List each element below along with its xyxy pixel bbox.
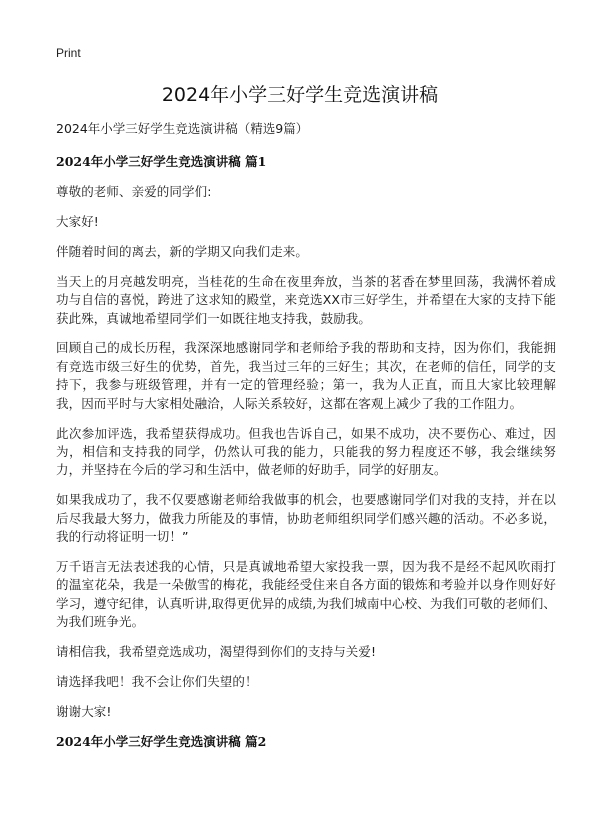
paragraph-body-4: 如果我成功了，我不仅要感谢老师给我做事的机会，也要感谢同学们对我的支持，并在以后尽我最大努力，做我力所能及的事情，协助老师组织同学们感兴趣的活动。不必多说，我的行动将证明一切！” xyxy=(56,492,556,545)
paragraph-body-1: 当天上的月亮越发明亮，当桂花的生命在夜里奔放，当茶的茗香在梦里回荡，我满怀着成功与自信的喜悦，跨进了这求知的殿堂，来竞选XX市三好学生，并希望在大家的支持下能获此殊，真诚地希望同学们一如既往地支持我，鼓励我。 xyxy=(56,273,556,326)
paragraph-closing-1: 请相信我，我希望竞选成功，渴望得到你们的支持与关爱! xyxy=(56,644,377,660)
section-heading-1: 2024年小学三好学生竞选演讲稿 篇1 xyxy=(56,154,267,169)
document-body xyxy=(56,120,556,763)
section-heading-2: 2024年小学三好学生竞选演讲稿 篇2 xyxy=(56,733,267,749)
paragraph-body-5: 万千语言无法表述我的心情，只是真诚地希望大家投我一票，因为我不是经不起风吹雨打的温室花朵，我是一朵傲雪的梅花，我能经受住来自各方面的锻炼和考验并以身作则好好学习，遵守纪律，认真听讲,取得更优异的成绩,为我们城南中心校、为我们可敬的老师们、为我们班争光。 xyxy=(56,559,556,630)
paragraph-intro: 伴随着时间的离去，新的学期又向我们走来。 xyxy=(56,243,309,259)
paragraph-body-3: 此次参加评选，我希望获得成功。但我也告诉自己，如果不成功，决不要伤心、难过，因为，相信和支持我的同学，仍然认可我的能力，只能我的努力程度还不够，我会继续努力，并坚持在今后的学习和生活中，做老师的好助手，同学的好朋友。 xyxy=(56,425,556,478)
paragraph-greeting: 尊敬的老师、亲爱的同学们: xyxy=(56,184,212,199)
print-link[interactable]: Print xyxy=(56,46,81,60)
paragraph-closing-2: 请选择我吧！我不会让你们失望的！ xyxy=(56,674,258,690)
paragraph-body-2: 回顾自己的成长历程，我深深地感谢同学和老师给予我的帮助和支持，因为你们，我能拥有竞选市级三好生的优势，首先，我当过三年的三好生；其次，在老师的信任，同学的支持下，我参与班级管理，并有一定的管理经验；第一，我为人正直，而且大家比较理解我，因而平时与大家相处融洽，人际关系较好，这都在客观上减少了我的工作阻力。 xyxy=(56,340,556,411)
page-title: 2024年小学三好学生竞选演讲稿 xyxy=(161,84,439,106)
paragraph-thanks: 谢谢大家! xyxy=(56,703,112,719)
paragraph-hello: 大家好! xyxy=(56,213,99,229)
document-subtitle: 2024年小学三好学生竞选演讲稿（精选9篇） xyxy=(56,121,309,136)
